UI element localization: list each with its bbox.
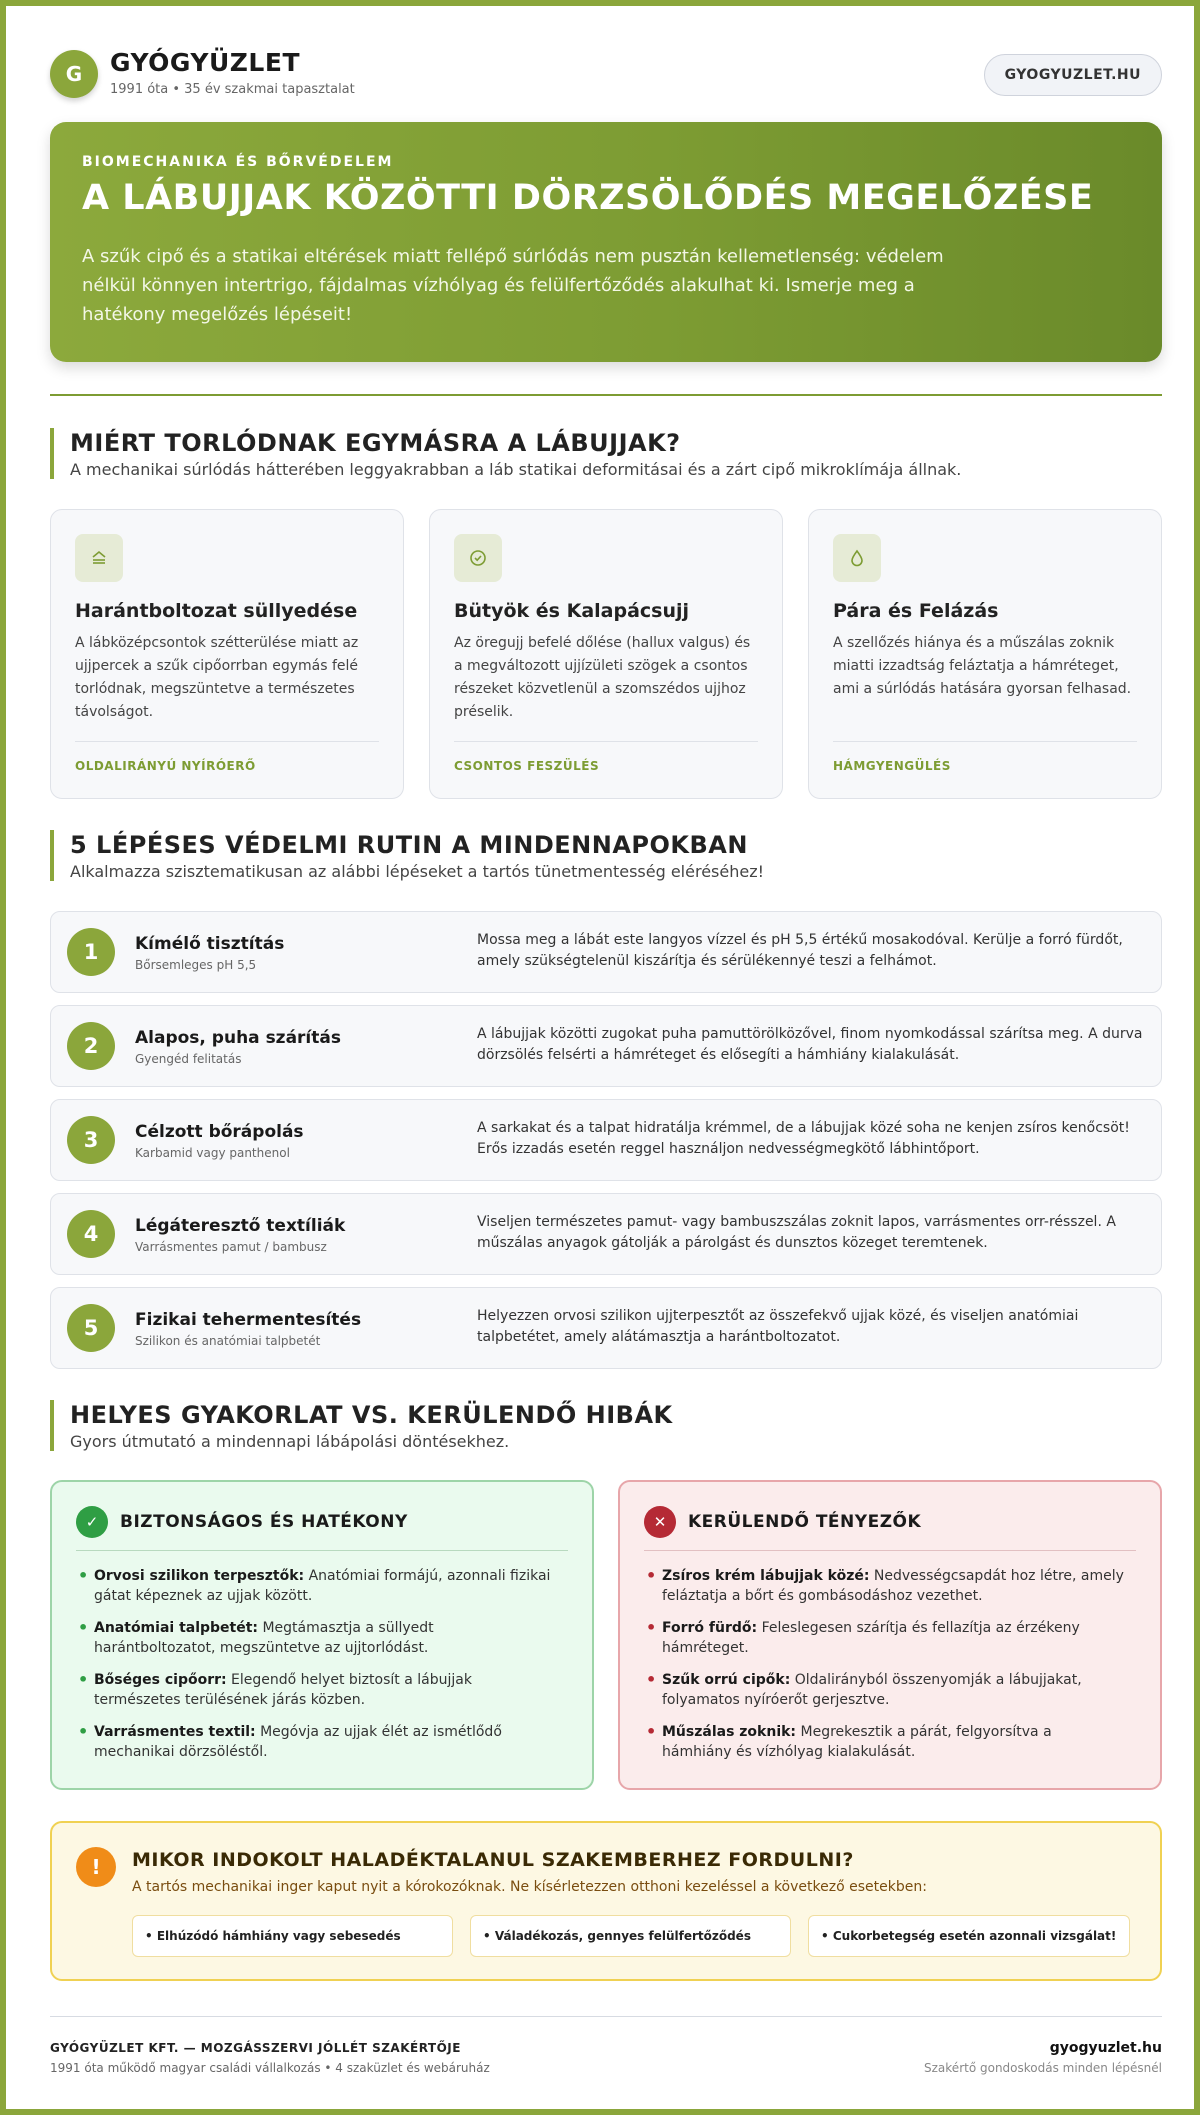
alert-text: A tartós mechanikai inger kaput nyit a kórokozóknak. Ne kísérletezzen otthoni kezeléssel a következő esetekben: [132, 1879, 927, 1895]
good-practice-box [50, 1480, 594, 1790]
card-tag: OLDALIRÁNYÚ NYÍRÓERŐ [75, 759, 256, 773]
step-number: 5 [67, 1304, 115, 1352]
list-item [76, 1566, 556, 1606]
divider [644, 1550, 1136, 1551]
item-label: Anatómiai talpbetét: [94, 1620, 259, 1636]
hero-text: A szűk cipő és a statikai eltérések miatt fellépő súrlódás nem pusztán kellemetlenség: védelem nélkül könnyen intertrigo, fájdalmas vízhólyag és felülfertőződés alakulhat ki. Ismerje meg a hatékony megelőzés lépéseit! [82, 246, 944, 325]
item-label: Zsíros krém lábujjak közé: [662, 1568, 870, 1584]
card-title: Harántboltozat süllyedése [75, 600, 358, 622]
card-divider [833, 741, 1137, 742]
step-subtitle: Szilikon és anatómiai talpbetét [135, 1334, 321, 1348]
divider [76, 1550, 568, 1551]
card-divider [454, 741, 758, 742]
step-description: Viseljen természetes pamut- vagy bambuszszálas zoknit lapos, varrásmentes orr-résszel. A műszálas anyagok gátolják a párolgást és dunsztos közeget teremtenek. [477, 1214, 1116, 1251]
item-label: Szűk orrú cipők: [662, 1672, 791, 1688]
avoid-title: KERÜLENDŐ TÉNYEZŐK [688, 1512, 922, 1532]
step-description: Mossa meg a lábát este langyos vízzel és pH 5,5 értékű mosakodóval. Kerülje a forró fürdőt, amely szükségtelenül kiszárítja és sérülékennyé teszi a felhámot. [477, 932, 1123, 969]
footer-slogan: Szakértő gondoskodás minden lépésnél [924, 2061, 1162, 2075]
website-button[interactable]: GYOGYUZLET.HU [984, 54, 1162, 96]
item-text: Feleslegesen szárítja és fellazítja az érzékeny hámréteget. [662, 1620, 1080, 1656]
step-number: 2 [67, 1022, 115, 1070]
divider [50, 394, 1162, 396]
warning-icon: ! [76, 1847, 116, 1887]
section-title: MIÉRT TORLÓDNAK EGYMÁSRA A LÁBUJJAK? [70, 429, 681, 457]
card-title: Pára és Felázás [833, 600, 999, 622]
card-text: Az öregujj befelé dőlése (hallux valgus) és a megváltozott ujjízületi szögek a csontos részeket közvetlenül a szomszédos ujjhoz préselik. [454, 635, 751, 720]
list-item [644, 1618, 1124, 1658]
good-practice-list [76, 1566, 556, 1774]
section-subtitle: Alkalmazza szisztematikusan az alábbi lépéseket a tartós tünetmentesség eléréséhez! [70, 862, 765, 881]
droplet-icon [833, 534, 881, 582]
hero-title: A LÁBUJJAK KÖZÖTTI DÖRZSÖLŐDÉS MEGELŐZÉSE [82, 178, 1094, 218]
good-practice-title: BIZTONSÁGOS ÉS HATÉKONY [120, 1512, 408, 1532]
step-title: Alapos, puha szárítás [135, 1028, 341, 1048]
step-item [50, 1193, 1162, 1275]
list-item [644, 1722, 1124, 1762]
cause-card-bunion [429, 509, 783, 799]
item-label: Forró fürdő: [662, 1620, 758, 1636]
brand-name[interactable]: GYÓGYÜZLET [110, 48, 300, 77]
specialist-alert [50, 1821, 1162, 1981]
item-text: Megrekesztik a párát, felgyorsítva a hámhiány és vízhólyag kialakulását. [662, 1724, 1052, 1760]
footer-description: 1991 óta működő magyar családi vállalkozás • 4 szaküzlet és webáruház [50, 2061, 490, 2075]
alert-pill: • Cukorbetegség esetén azonnali vizsgálat! [808, 1915, 1130, 1957]
footer-divider [50, 2016, 1162, 2017]
check-circle-icon [454, 534, 502, 582]
brand-subtitle: 1991 óta • 35 év szakmai tapasztalat [110, 82, 355, 97]
logo[interactable]: G [50, 50, 98, 98]
card-tag: HÁMGYENGÜLÉS [833, 759, 951, 773]
card-text: A lábközépcsontok szétterülése miatt az ujjpercek a szűk cipőorrban egymás felé torlódnak, megszüntetve a természetes távolságot. [75, 635, 359, 720]
card-text: A szellőzés hiánya és a műszálas zoknik miatti izzadtság feláztatja a hámréteget, ami a súrlódás hatására gyorsan felhasad. [833, 635, 1132, 697]
step-subtitle: Bőrsemleges pH 5,5 [135, 958, 257, 972]
step-title: Célzott bőrápolás [135, 1122, 304, 1142]
item-label: Bőséges cipőorr: [94, 1672, 227, 1688]
step-subtitle: Gyengéd felitatás [135, 1052, 242, 1066]
avoid-box [618, 1480, 1162, 1790]
list-item [76, 1618, 556, 1658]
item-text: Elegendő helyet biztosít a lábujjak természetes terülésének járás közben. [94, 1672, 472, 1708]
step-title: Légáteresztő textíliák [135, 1216, 346, 1236]
routine-heading [50, 830, 1162, 881]
item-text: Megóvja az ujjak élét az ismétlődő mechanikai dörzsöléstől. [94, 1724, 502, 1760]
cause-card-moisture [808, 509, 1162, 799]
step-title: Fizikai tehermentesítés [135, 1310, 362, 1330]
step-number: 1 [67, 928, 115, 976]
list-item [76, 1670, 556, 1710]
alert-pill: • Elhúzódó hámhiány vagy sebesedés [132, 1915, 453, 1957]
close-icon: ✕ [644, 1506, 676, 1538]
causes-heading [50, 428, 1162, 479]
footer-domain-link[interactable]: gyogyuzlet.hu [1049, 2040, 1162, 2056]
item-text: Oldalirányból összenyomják a lábujjakat, folyamatos nyíróerőt gerjesztve. [662, 1672, 1082, 1708]
item-label: Orvosi szilikon terpesztők: [94, 1568, 305, 1584]
avoid-list [644, 1566, 1124, 1774]
step-description: A lábujjak közötti zugokat puha pamuttörölközővel, finom nyomkodással szárítsa meg. A durva dörzsölés felsérti a hámréteget és elősegíti a hámhiány kialakulását. [477, 1026, 1143, 1063]
section-title: 5 LÉPÉSES VÉDELMI RUTIN A MINDENNAPOKBAN [70, 831, 748, 859]
alert-pill: • Váladékozás, gennyes felülfertőződés [470, 1915, 791, 1957]
step-description: Helyezzen orvosi szilikon ujjterpesztőt az összefekvő ujjak közé, és viseljen anatómiai talpbetétet, amely alátámasztja a harántboltozatot. [477, 1308, 1079, 1345]
footer-company: GYÓGYÜZLET KFT. — MOZGÁSSZERVI JÓLLÉT SZAKÉRTŐJE [50, 2041, 461, 2055]
section-subtitle: Gyors útmutató a mindennapi lábápolási döntésekhez. [70, 1432, 510, 1451]
compare-heading [50, 1400, 1162, 1451]
item-text: Anatómiai formájú, azonnali fizikai gátat képeznek az ujjak között. [94, 1568, 551, 1604]
list-item [644, 1670, 1124, 1710]
step-item [50, 1005, 1162, 1087]
alert-title: MIKOR INDOKOLT HALADÉKTALANUL SZAKEMBERHEZ FORDULNI? [132, 1849, 854, 1871]
card-divider [75, 741, 379, 742]
site-header [50, 48, 1162, 104]
cause-card-arch [50, 509, 404, 799]
item-text: Megtámasztja a süllyedt harántboltozatot, megszüntetve az ujjtorlódást. [94, 1620, 434, 1656]
step-item [50, 1287, 1162, 1369]
step-title: Kímélő tisztítás [135, 934, 285, 954]
list-item [76, 1722, 556, 1762]
step-subtitle: Varrásmentes pamut / bambusz [135, 1240, 327, 1254]
card-tag: CSONTOS FESZÜLÉS [454, 759, 600, 773]
item-text: Nedvességcsapdát hoz létre, amely feláztatja a bőrt és gombásodáshoz vezethet. [662, 1568, 1124, 1604]
item-label: Varrásmentes textil: [94, 1724, 256, 1740]
step-item [50, 1099, 1162, 1181]
step-number: 4 [67, 1210, 115, 1258]
hero-banner [50, 122, 1162, 362]
hero-kicker: BIOMECHANIKA ÉS BŐRVÉDELEM [82, 154, 394, 170]
item-label: Műszálas zoknik: [662, 1724, 797, 1740]
step-number: 3 [67, 1116, 115, 1164]
arch-icon [75, 534, 123, 582]
step-item [50, 911, 1162, 993]
section-subtitle: A mechanikai súrlódás hátterében leggyakrabban a láb statikai deformitásai és a zárt cipő mikroklímája állnak. [70, 460, 962, 479]
check-icon: ✓ [76, 1506, 108, 1538]
step-subtitle: Karbamid vagy panthenol [135, 1146, 290, 1160]
section-title: HELYES GYAKORLAT VS. KERÜLENDŐ HIBÁK [70, 1401, 673, 1429]
list-item [644, 1566, 1124, 1606]
step-description: A sarkakat és a talpat hidratálja krémmel, de a lábujjak közé soha ne kenjen zsíros kenőcsöt! Erős izzadás esetén reggel használjon nedvességmegkötő lábhintőport. [477, 1120, 1130, 1157]
card-title: Bütyök és Kalapácsujj [454, 600, 690, 622]
